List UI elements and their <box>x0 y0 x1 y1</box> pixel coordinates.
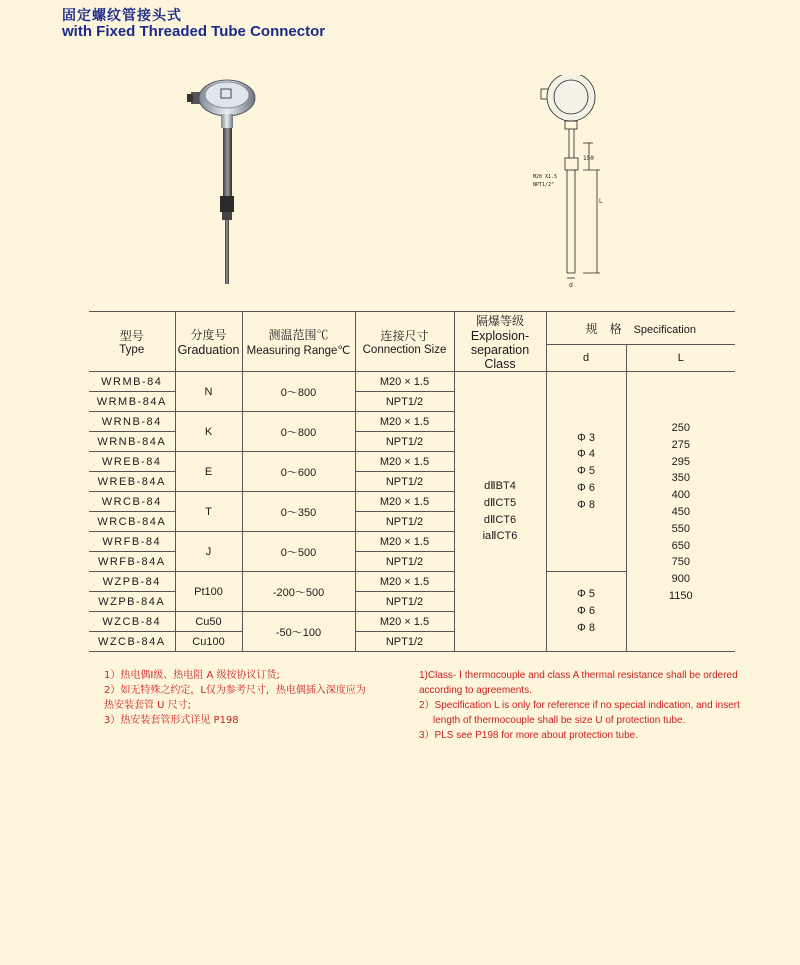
note-line: 3）热安装套管形式详见 P198 <box>104 715 239 726</box>
conn-cell: NPT1/2 <box>355 512 454 532</box>
note-line: 3）PLS see P198 for more about protection tube. <box>419 730 639 741</box>
type-cell: WRFB-84 <box>89 532 175 552</box>
type-cell: WRCB-84A <box>89 512 175 532</box>
note-line: 热安装套管 U 尺寸; <box>104 700 192 711</box>
conn-cell: M20 × 1.5 <box>355 532 454 552</box>
dim-d-label: d <box>569 282 573 289</box>
conn-cell: NPT1/2 <box>355 552 454 572</box>
conn-cell: M20 × 1.5 <box>355 612 454 632</box>
graduation-cell: E <box>175 452 242 492</box>
conn-cell: NPT1/2 <box>355 632 454 652</box>
type-cell: WRMB-84 <box>89 372 175 392</box>
range-cell: 0～500 <box>242 532 355 572</box>
graduation-cell: T <box>175 492 242 532</box>
note-line: 2）Specification L is only for reference if no special indication, and insert <box>419 700 740 711</box>
conn-cell: NPT1/2 <box>355 592 454 612</box>
conn-cell: M20 × 1.5 <box>355 492 454 512</box>
type-cell: WZPB-84 <box>89 572 175 592</box>
header-range: 测温范围℃ Measuring Range℃ <box>242 312 355 372</box>
header-explosion: 隔爆等级 Explosion- separation Class <box>454 312 546 372</box>
graduation-cell: Cu50 <box>175 612 242 632</box>
d-thermocouple-cell: Φ 3 Φ 4 Φ 5 Φ 6 Φ 8 <box>546 372 626 572</box>
dim-L-label: L <box>599 198 603 205</box>
type-cell: WREB-84 <box>89 452 175 472</box>
type-cell: WRNB-84 <box>89 412 175 432</box>
header-specification: 规 格 Specification <box>546 312 735 345</box>
header-L: L <box>626 345 735 372</box>
note-line: 1)Class- Ⅰ thermocouple and class A thermal resistance shall be ordered <box>419 670 738 681</box>
thread-label-1: M20 X1.5 <box>533 174 558 180</box>
range-cell: 0～800 <box>242 412 355 452</box>
header-graduation: 分度号 Graduation <box>175 312 242 372</box>
page-title-cn: 固定螺纹管接头式 <box>62 8 182 24</box>
note-line: according to agreements. <box>419 685 532 696</box>
dim-150-label: 150 <box>583 155 594 162</box>
ex-class-cell: dⅡBT4 dⅡCT5 dⅡCT6 iaⅡCT6 <box>454 372 546 652</box>
range-cell: -50～100 <box>242 612 355 652</box>
graduation-cell: J <box>175 532 242 572</box>
notes-english <box>419 668 749 743</box>
type-cell: WRMB-84A <box>89 392 175 412</box>
header-connection: 连接尺寸 Connection Size <box>355 312 454 372</box>
conn-cell: M20 × 1.5 <box>355 412 454 432</box>
conn-cell: M20 × 1.5 <box>355 372 454 392</box>
type-cell: WRNB-84A <box>89 432 175 452</box>
graduation-cell: Cu100 <box>175 632 242 652</box>
page-title-en: with Fixed Threaded Tube Connector <box>62 23 326 40</box>
conn-cell: NPT1/2 <box>355 432 454 452</box>
range-cell: 0～800 <box>242 372 355 412</box>
note-line: 1）热电偶Ⅰ级、热电阻 A 级按协议订货; <box>104 670 280 681</box>
type-cell: WRFB-84A <box>89 552 175 572</box>
conn-cell: NPT1/2 <box>355 472 454 492</box>
spec-table <box>89 311 735 652</box>
range-cell: 0～600 <box>242 452 355 492</box>
graduation-cell: K <box>175 412 242 452</box>
dimension-drawing <box>525 75 625 290</box>
L-values-cell: 250 275 295 350 400 450 550 650 750 900 1150 <box>626 372 735 652</box>
note-line: 2）如无特殊之约定，L仅为参考尺寸，热电偶插入深度应为 <box>104 685 366 696</box>
conn-cell: M20 × 1.5 <box>355 452 454 472</box>
conn-cell: M20 × 1.5 <box>355 572 454 592</box>
range-cell: -200～500 <box>242 572 355 612</box>
note-line: length of thermocouple shall be size U of protection tube. <box>433 715 686 726</box>
graduation-cell: Pt100 <box>175 572 242 612</box>
header-type: 型号 Type <box>89 312 175 372</box>
type-cell: WZCB-84 <box>89 612 175 632</box>
type-cell: WZPB-84A <box>89 592 175 612</box>
thread-label-2: NPT1/2" <box>533 182 555 188</box>
type-cell: WZCB-84A <box>89 632 175 652</box>
graduation-cell: N <box>175 372 242 412</box>
type-cell: WREB-84A <box>89 472 175 492</box>
product-photo <box>185 78 265 290</box>
range-cell: 0～350 <box>242 492 355 532</box>
conn-cell: NPT1/2 <box>355 392 454 412</box>
type-cell: WRCB-84 <box>89 492 175 512</box>
notes-chinese <box>104 668 394 728</box>
header-d: d <box>546 345 626 372</box>
d-rtd-cell: Φ 5 Φ 6 Φ 8 <box>546 572 626 652</box>
